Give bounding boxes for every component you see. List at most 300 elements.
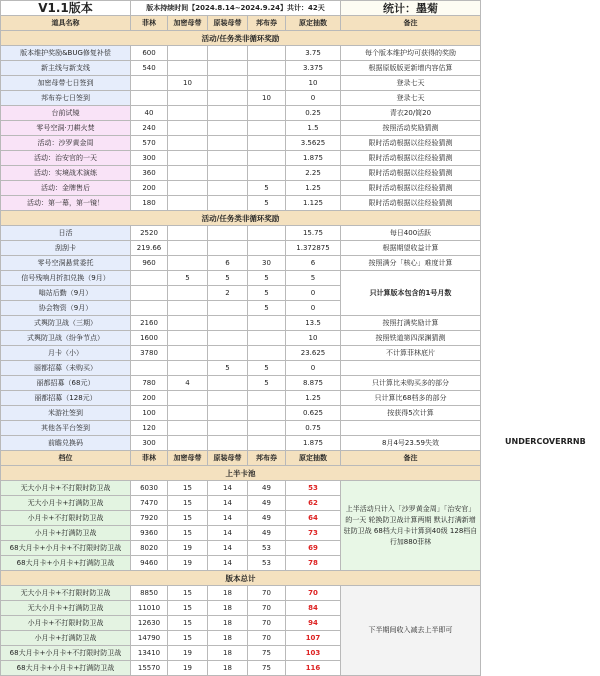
tier-header-note: 备注 (341, 451, 481, 466)
film-value: 960 (131, 256, 168, 271)
encrypted-tape-value (168, 181, 208, 196)
film-value: 570 (131, 136, 168, 151)
original-tape-value (208, 301, 248, 316)
pull-count-value: 15.75 (286, 226, 341, 241)
pull-count-value: 70 (286, 586, 341, 601)
tier-name: 68大月卡+小月卡+不打限时防卫战 (1, 646, 131, 661)
bangboo-ticket-value (248, 166, 286, 181)
film-value: 300 (131, 436, 168, 451)
table-row (1, 406, 481, 421)
first-half-note: 上半活动只计入「沙罗黄金周」「治安官」的一天 轮换防卫战计算两期 默认打满新增驻防卫战 68档大月卡计算到40级 128档自行加880菲林 (341, 481, 481, 571)
table-row (1, 361, 481, 376)
pull-count-value: 3.5625 (286, 136, 341, 151)
encrypted-tape-value (168, 391, 208, 406)
encrypted-tape-value (168, 151, 208, 166)
bangboo-ticket-value (248, 76, 286, 91)
item-name: 嗡站后勤（9月） (1, 286, 131, 301)
table-row (1, 46, 481, 61)
original-tape-value (208, 421, 248, 436)
item-name: 日活 (1, 226, 131, 241)
pull-count-value: 0.25 (286, 106, 341, 121)
film-value: 540 (131, 61, 168, 76)
note-text: 限时活动根据以往经验猜测 (341, 136, 481, 151)
encrypted-tape-value: 10 (168, 76, 208, 91)
pull-count-value: 1.25 (286, 181, 341, 196)
bangboo-ticket-value (248, 61, 286, 76)
tier-name: 无大小月卡+不打限时防卫战 (1, 586, 131, 601)
item-name: 信号残响月折扣兑换（9月） (1, 271, 131, 286)
original-tape-value (208, 61, 248, 76)
bangboo-ticket-value: 70 (248, 616, 286, 631)
section-title: 版本总计 (1, 571, 481, 586)
encrypted-tape-value (168, 226, 208, 241)
pull-count-value: 78 (286, 556, 341, 571)
pull-count-value: 62 (286, 496, 341, 511)
tier-name: 68大月卡+小月卡+不打限时防卫战 (1, 541, 131, 556)
pull-count-value: 73 (286, 526, 341, 541)
bangboo-ticket-value (248, 346, 286, 361)
original-tape-value (208, 406, 248, 421)
bangboo-ticket-value: 5 (248, 301, 286, 316)
original-tape-value (208, 436, 248, 451)
bangboo-ticket-value (248, 121, 286, 136)
original-tape-value: 5 (208, 361, 248, 376)
pull-count-value: 116 (286, 661, 341, 676)
film-value: 1600 (131, 331, 168, 346)
note-text: 不计算菲林底片 (341, 346, 481, 361)
bangboo-ticket-value: 5 (248, 196, 286, 211)
pull-count-value: 69 (286, 541, 341, 556)
film-value (131, 271, 168, 286)
film-value (131, 76, 168, 91)
original-tape-value: 14 (208, 496, 248, 511)
bangboo-ticket-value (248, 151, 286, 166)
film-value: 200 (131, 181, 168, 196)
encrypted-tape-value: 4 (168, 376, 208, 391)
item-name: 零号空洞悬赏委托 (1, 256, 131, 271)
column-header-jm: 加密母带 (168, 16, 208, 31)
encrypted-tape-value (168, 166, 208, 181)
film-value: 6030 (131, 481, 168, 496)
original-tape-value: 18 (208, 631, 248, 646)
pull-count-value: 0.75 (286, 421, 341, 436)
bangboo-ticket-value: 49 (248, 511, 286, 526)
original-tape-value (208, 106, 248, 121)
table-row (1, 316, 481, 331)
tier-header-yz: 原装母带 (208, 451, 248, 466)
original-tape-value (208, 331, 248, 346)
encrypted-tape-value: 19 (168, 556, 208, 571)
original-tape-value: 18 (208, 646, 248, 661)
film-value: 11010 (131, 601, 168, 616)
original-tape-value: 14 (208, 481, 248, 496)
item-name: 丽都招募（128元） (1, 391, 131, 406)
tier-header-row (1, 451, 481, 466)
encrypted-tape-value (168, 436, 208, 451)
original-tape-value: 14 (208, 526, 248, 541)
film-value: 360 (131, 166, 168, 181)
original-tape-value: 6 (208, 256, 248, 271)
table-row (1, 391, 481, 406)
original-tape-value (208, 391, 248, 406)
bangboo-ticket-value (248, 46, 286, 61)
encrypted-tape-value (168, 241, 208, 256)
table-row (1, 256, 481, 271)
note-text: 每个版本维护均可获得的奖励 (341, 46, 481, 61)
film-value: 8850 (131, 586, 168, 601)
encrypted-tape-value: 15 (168, 586, 208, 601)
tier-name: 无大小月卡+打满防卫战 (1, 496, 131, 511)
original-tape-value (208, 121, 248, 136)
pull-count-value: 1.125 (286, 196, 341, 211)
table-row (1, 226, 481, 241)
item-name: 前瞻兑换码 (1, 436, 131, 451)
table-row (1, 436, 481, 451)
original-tape-value (208, 91, 248, 106)
encrypted-tape-value (168, 46, 208, 61)
bangboo-ticket-value: 75 (248, 661, 286, 676)
item-name: 米游社签到 (1, 406, 131, 421)
encrypted-tape-value (168, 256, 208, 271)
note-text: 按照铁道第四深渊猜测 (341, 331, 481, 346)
column-header-row (1, 16, 481, 31)
note-text: 只计算比68档多的部分 (341, 391, 481, 406)
encrypted-tape-value: 15 (168, 526, 208, 541)
bangboo-ticket-value: 53 (248, 556, 286, 571)
bangboo-ticket-value: 5 (248, 181, 286, 196)
pull-count-value: 3.375 (286, 61, 341, 76)
original-tape-value (208, 181, 248, 196)
table-row (1, 271, 481, 286)
item-name: 式舆防卫战（三期） (1, 316, 131, 331)
note-text: 8月4号23.59失效 (341, 436, 481, 451)
film-value (131, 301, 168, 316)
item-name: 月卡（小） (1, 346, 131, 361)
film-value: 120 (131, 421, 168, 436)
item-name: 活动：第一幕，第一镜！ (1, 196, 131, 211)
note-text: 限时活动根据以往经验猜测 (341, 166, 481, 181)
original-tape-value (208, 76, 248, 91)
note-text: 限时活动根据以往经验猜测 (341, 151, 481, 166)
item-name: 活动：金牌售后 (1, 181, 131, 196)
item-name: 加密母带七日签到 (1, 76, 131, 91)
encrypted-tape-value (168, 346, 208, 361)
item-name: 零号空洞·刀耕火焚 (1, 121, 131, 136)
note-text (341, 421, 481, 436)
item-name: 活动：治安官的一天 (1, 151, 131, 166)
section-row (1, 571, 481, 586)
bangboo-ticket-value (248, 226, 286, 241)
film-value: 9460 (131, 556, 168, 571)
item-name: 活动：沙罗黄金周 (1, 136, 131, 151)
item-name: 式舆防卫战（纷争节点） (1, 331, 131, 346)
bangboo-ticket-value (248, 241, 286, 256)
film-value (131, 361, 168, 376)
table-row (1, 136, 481, 151)
bangboo-ticket-value (248, 421, 286, 436)
pull-count-value: 1.5 (286, 121, 341, 136)
film-value: 2160 (131, 316, 168, 331)
table-row (1, 196, 481, 211)
original-tape-value: 18 (208, 586, 248, 601)
film-value: 13410 (131, 646, 168, 661)
pull-count-value: 53 (286, 481, 341, 496)
table-row (1, 376, 481, 391)
table-row (1, 241, 481, 256)
section-row (1, 31, 481, 46)
table-row (1, 76, 481, 91)
side-code-text: UNDERCOVERRNB (505, 437, 586, 446)
item-name: 协会物资（9月） (1, 301, 131, 316)
bangboo-ticket-value: 10 (248, 91, 286, 106)
item-name: 刮刮卡 (1, 241, 131, 256)
film-value: 219.66 (131, 241, 168, 256)
tier-header-jm: 加密母带 (168, 451, 208, 466)
pull-count-value: 0 (286, 91, 341, 106)
item-name: 台前试镜 (1, 106, 131, 121)
encrypted-tape-value: 15 (168, 511, 208, 526)
title-row (1, 1, 481, 16)
original-tape-value: 14 (208, 511, 248, 526)
bangboo-ticket-value: 49 (248, 496, 286, 511)
tier-name: 无大小月卡+打满防卫战 (1, 601, 131, 616)
tier-name: 小月卡+不打限时防卫战 (1, 616, 131, 631)
version-title: V1.1版本 (1, 1, 131, 16)
pull-count-value: 84 (286, 601, 341, 616)
original-tape-value (208, 196, 248, 211)
tier-name: 68大月卡+小月卡+打满防卫战 (1, 661, 131, 676)
pull-count-value: 6 (286, 256, 341, 271)
encrypted-tape-value: 19 (168, 661, 208, 676)
original-tape-value: 14 (208, 541, 248, 556)
film-value: 40 (131, 106, 168, 121)
bangboo-ticket-value: 49 (248, 526, 286, 541)
table-row (1, 421, 481, 436)
note-text: 只计算比未购买多的部分 (341, 376, 481, 391)
encrypted-tape-value: 19 (168, 646, 208, 661)
pull-count-value: 3.75 (286, 46, 341, 61)
item-name: 其他各平台签到 (1, 421, 131, 436)
note-text: 限时活动根据以往经验猜测 (341, 196, 481, 211)
column-header-cs: 原定抽数 (286, 16, 341, 31)
merged-note: 只计算版本包含的1号月数 (341, 271, 481, 316)
bangboo-ticket-value: 5 (248, 286, 286, 301)
pull-count-value: 1.875 (286, 436, 341, 451)
film-value: 100 (131, 406, 168, 421)
film-value: 3780 (131, 346, 168, 361)
note-text: 根据期望收益计算 (341, 241, 481, 256)
pull-count-value: 0.625 (286, 406, 341, 421)
pull-count-value: 1.875 (286, 151, 341, 166)
tier-name: 68大月卡+小月卡+打满防卫战 (1, 556, 131, 571)
tier-header-cs: 原定抽数 (286, 451, 341, 466)
note-text (341, 361, 481, 376)
film-value: 9360 (131, 526, 168, 541)
original-tape-value (208, 376, 248, 391)
table-row (1, 151, 481, 166)
film-value: 300 (131, 151, 168, 166)
encrypted-tape-value (168, 406, 208, 421)
film-value: 7470 (131, 496, 168, 511)
table-row (1, 121, 481, 136)
original-tape-value: 2 (208, 286, 248, 301)
bangboo-ticket-value: 75 (248, 646, 286, 661)
tier-header-fl: 菲林 (131, 451, 168, 466)
encrypted-tape-value (168, 301, 208, 316)
film-value: 12630 (131, 616, 168, 631)
encrypted-tape-value (168, 331, 208, 346)
note-text: 按照满分「核心」难度计算 (341, 256, 481, 271)
table-row (1, 331, 481, 346)
film-value: 2520 (131, 226, 168, 241)
pull-count-value: 0 (286, 301, 341, 316)
table-row (1, 166, 481, 181)
second-half-note: 下半期间收入减去上半即可 (341, 586, 481, 676)
tier-header-bb: 邦布券 (248, 451, 286, 466)
original-tape-value (208, 241, 248, 256)
pull-count-value: 1.25 (286, 391, 341, 406)
note-text: 根据原版版更新增内容估算 (341, 61, 481, 76)
pull-count-value: 10 (286, 331, 341, 346)
pull-count-value: 0 (286, 361, 341, 376)
pull-count-value: 107 (286, 631, 341, 646)
stat-author: 统计：墨菊 (341, 1, 481, 16)
section-title: 活动/任务类非循环奖励 (1, 31, 481, 46)
column-header-yz: 原装母带 (208, 16, 248, 31)
note-text: 青衣20/简20 (341, 106, 481, 121)
encrypted-tape-value: 15 (168, 496, 208, 511)
original-tape-value: 18 (208, 601, 248, 616)
pull-count-value: 0 (286, 286, 341, 301)
film-value: 200 (131, 391, 168, 406)
film-value: 8020 (131, 541, 168, 556)
item-name: 丽都招募（68元） (1, 376, 131, 391)
encrypted-tape-value (168, 121, 208, 136)
encrypted-tape-value (168, 61, 208, 76)
original-tape-value: 5 (208, 271, 248, 286)
tier-row (1, 586, 481, 601)
bangboo-ticket-value (248, 331, 286, 346)
encrypted-tape-value (168, 316, 208, 331)
encrypted-tape-value (168, 136, 208, 151)
note-text: 登录七天 (341, 76, 481, 91)
encrypted-tape-value (168, 91, 208, 106)
original-tape-value (208, 136, 248, 151)
tier-name: 小月卡+打满防卫战 (1, 526, 131, 541)
item-name: 版本维护奖励&BUG修复补偿 (1, 46, 131, 61)
table-row (1, 181, 481, 196)
encrypted-tape-value (168, 106, 208, 121)
pull-count-value: 2.25 (286, 166, 341, 181)
section-row (1, 211, 481, 226)
film-value: 7920 (131, 511, 168, 526)
section-row (1, 466, 481, 481)
table-row (1, 61, 481, 76)
tier-row (1, 481, 481, 496)
item-name: 活动：实境战术演练 (1, 166, 131, 181)
film-value (131, 286, 168, 301)
original-tape-value (208, 226, 248, 241)
original-tape-value (208, 166, 248, 181)
note-text: 按照打满奖励计算 (341, 316, 481, 331)
table-row (1, 91, 481, 106)
tier-name: 小月卡+打满防卫战 (1, 631, 131, 646)
note-text: 按获得5次计算 (341, 406, 481, 421)
pull-count-value: 23.625 (286, 346, 341, 361)
film-value: 600 (131, 46, 168, 61)
pull-count-value: 94 (286, 616, 341, 631)
bangboo-ticket-value (248, 391, 286, 406)
version-duration: 版本持续时间【2024.8.14~2024.9.24】共计：42天 (131, 1, 341, 16)
section-title: 上半卡池 (1, 466, 481, 481)
pull-count-value: 10 (286, 76, 341, 91)
item-name: 新主线与新支线 (1, 61, 131, 76)
pull-count-value: 103 (286, 646, 341, 661)
original-tape-value (208, 346, 248, 361)
encrypted-tape-value: 19 (168, 541, 208, 556)
film-value: 240 (131, 121, 168, 136)
column-header-fl: 菲林 (131, 16, 168, 31)
pull-count-value: 5 (286, 271, 341, 286)
bangboo-ticket-value (248, 106, 286, 121)
column-header-note: 备注 (341, 16, 481, 31)
pull-count-value: 8.875 (286, 376, 341, 391)
note-text: 按照活动奖励猜测 (341, 121, 481, 136)
bangboo-ticket-value: 70 (248, 586, 286, 601)
tier-name: 小月卡+不打限时防卫战 (1, 511, 131, 526)
film-value (131, 91, 168, 106)
note-text: 每日400活跃 (341, 226, 481, 241)
original-tape-value (208, 151, 248, 166)
pull-count-value: 64 (286, 511, 341, 526)
film-value: 14790 (131, 631, 168, 646)
original-tape-value: 14 (208, 556, 248, 571)
bangboo-ticket-value: 70 (248, 601, 286, 616)
bangboo-ticket-value: 53 (248, 541, 286, 556)
tier-header-name: 档位 (1, 451, 131, 466)
film-value: 180 (131, 196, 168, 211)
pull-count-value: 1.372875 (286, 241, 341, 256)
bangboo-ticket-value (248, 316, 286, 331)
item-name: 邦布券七日签到 (1, 91, 131, 106)
original-tape-value: 18 (208, 616, 248, 631)
bangboo-ticket-value: 30 (248, 256, 286, 271)
bangboo-ticket-value (248, 136, 286, 151)
film-value: 15570 (131, 661, 168, 676)
bangboo-ticket-value (248, 406, 286, 421)
bangboo-ticket-value: 70 (248, 631, 286, 646)
encrypted-tape-value (168, 421, 208, 436)
column-header-bb: 邦布券 (248, 16, 286, 31)
original-tape-value (208, 316, 248, 331)
bangboo-ticket-value: 5 (248, 271, 286, 286)
encrypted-tape-value: 15 (168, 616, 208, 631)
table-row (1, 106, 481, 121)
table-row (1, 346, 481, 361)
original-tape-value: 18 (208, 661, 248, 676)
encrypted-tape-value (168, 361, 208, 376)
bangboo-ticket-value (248, 436, 286, 451)
film-value: 780 (131, 376, 168, 391)
encrypted-tape-value: 15 (168, 631, 208, 646)
bangboo-ticket-value: 5 (248, 376, 286, 391)
note-text: 限时活动根据以往经验猜测 (341, 181, 481, 196)
section-title: 活动/任务类非循环奖励 (1, 211, 481, 226)
item-name: 丽都招募（未购买） (1, 361, 131, 376)
pull-count-value: 13.5 (286, 316, 341, 331)
encrypted-tape-value: 5 (168, 271, 208, 286)
bangboo-ticket-value: 49 (248, 481, 286, 496)
